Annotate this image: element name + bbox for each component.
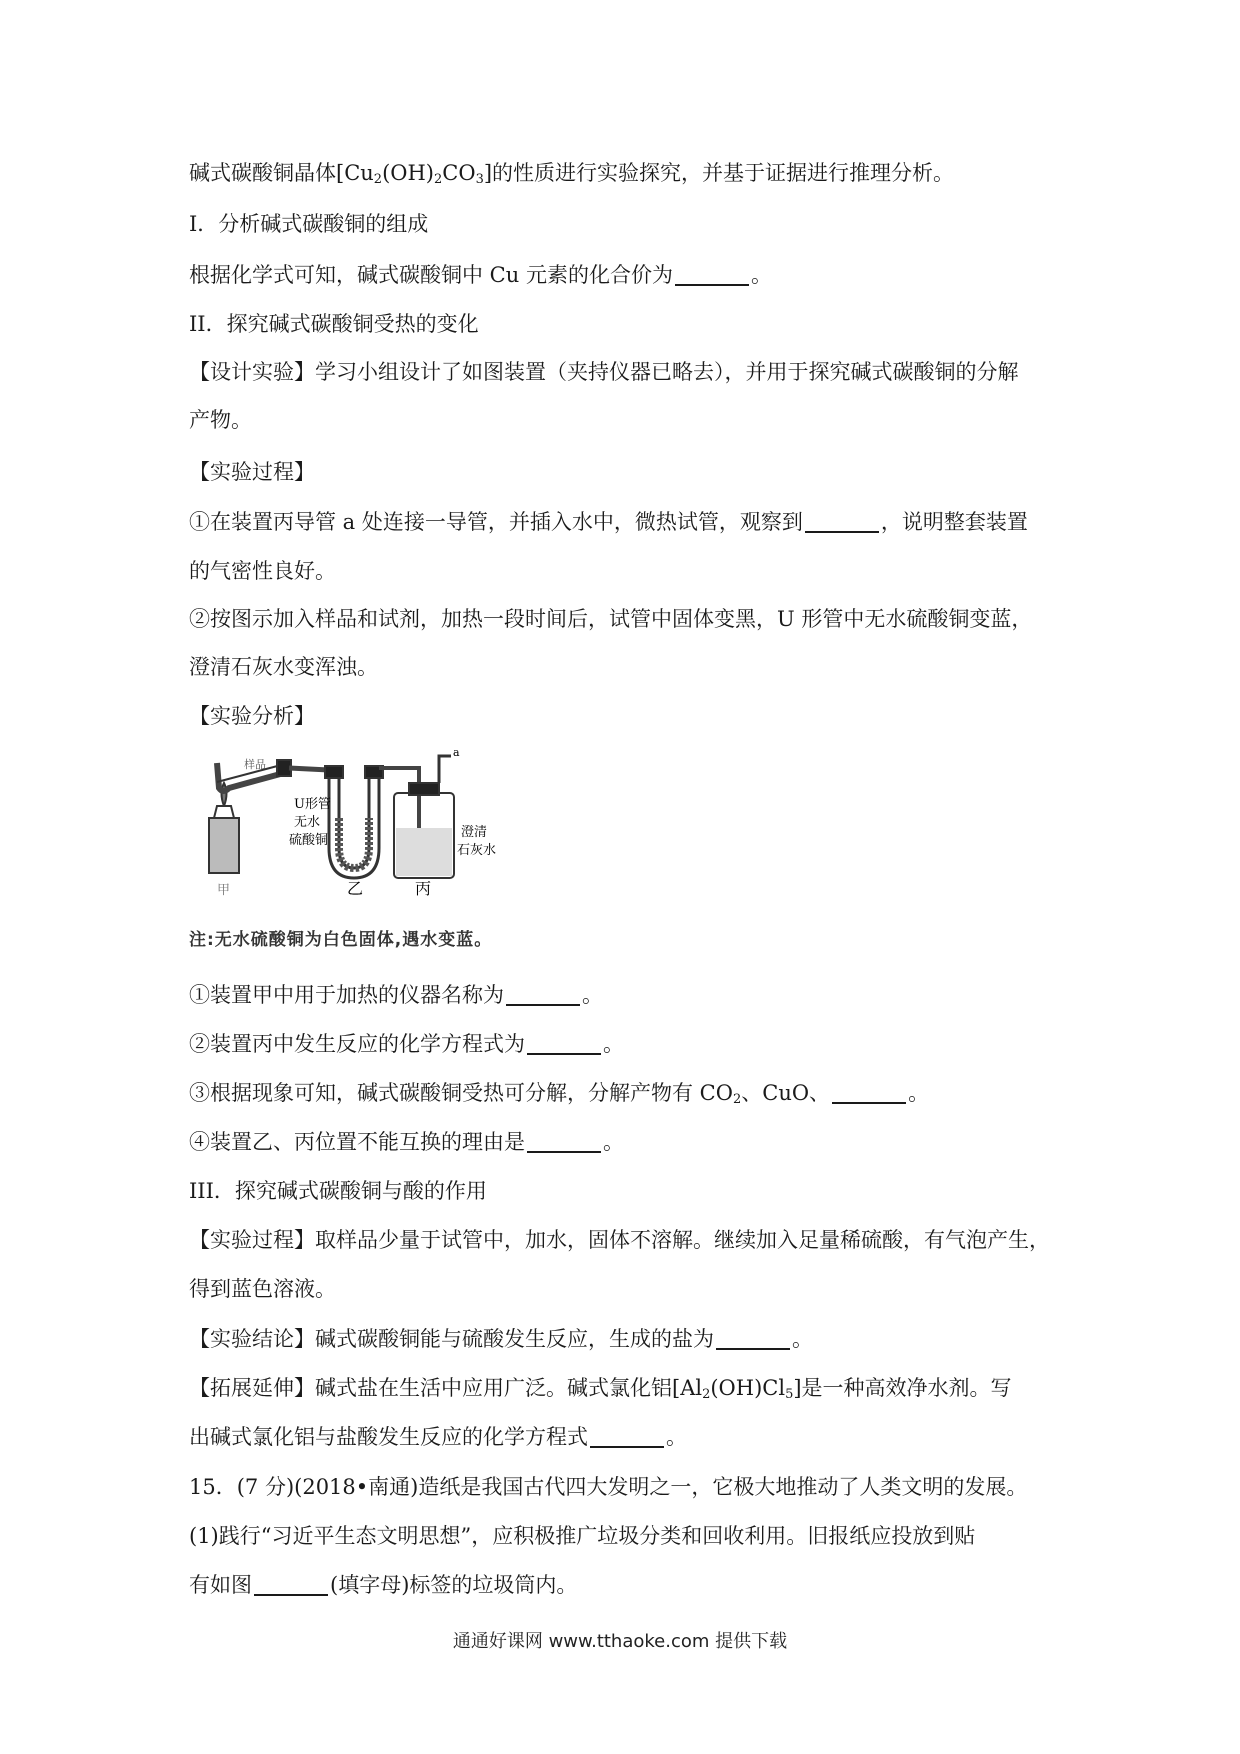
text-run: 。: [792, 1327, 813, 1351]
text-line: 【实验过程】: [189, 460, 315, 484]
burner-neck: [214, 806, 234, 818]
subscript: 2: [732, 1092, 742, 1107]
question-line: [189, 1570, 577, 1600]
text-line: 【设计实验】学习小组设计了如图装置（夹持仪器已略去），并用于探究碱式碳酸铜的分解: [189, 360, 1019, 384]
flame-icon: [222, 783, 227, 806]
question-line: [189, 1078, 929, 1115]
subscript: 3: [475, 172, 484, 187]
section-heading: II．探究碱式碳酸铜受热的变化: [189, 312, 479, 336]
subscript: 2: [702, 1387, 711, 1402]
answer-blank: [716, 1328, 790, 1350]
answer-blank: [527, 1131, 601, 1153]
question-line: [189, 1422, 687, 1452]
text-run: (OH)Cl: [710, 1376, 786, 1400]
text-line: ②按图示加入样品和试剂，加热一段时间后，试管中固体变黑，U 形管中无水硫酸铜变蓝，: [189, 607, 1033, 631]
label-limewater: 石灰水: [457, 843, 497, 858]
label-copper-sulfate: 硫酸铜: [289, 833, 329, 848]
answer-blank: [832, 1082, 906, 1104]
section-heading: III．探究碱式碳酸铜与酸的作用: [189, 1179, 487, 1203]
text-line: 产物。: [189, 408, 252, 432]
answer-blank: [675, 264, 749, 286]
text-run: ]的性质进行实验探究，并基于证据进行推理分析。: [483, 161, 955, 185]
question-line: [189, 507, 1028, 537]
text-run: 【实验结论】碱式碳酸铜能与硫酸发生反应，生成的盐为: [189, 1327, 714, 1351]
text-line: 得到蓝色溶液。: [189, 1277, 336, 1301]
question-line: [189, 1127, 624, 1157]
label-jia: 甲: [217, 883, 231, 898]
label-bing: 丙: [415, 879, 432, 898]
text-run: 【拓展延伸】碱式盐在生活中应用广泛。碱式氯化铝[Al: [189, 1376, 703, 1400]
label-u-tube: U形管: [294, 797, 331, 812]
text-line: 【实验过程】取样品少量于试管中，加水，固体不溶解。继续加入足量稀硫酸，有气泡产生，: [189, 1228, 1050, 1252]
text-line: 的气密性良好。: [189, 559, 336, 583]
figure-note: 注:无水硫酸铜为白色固体,遇水变蓝。: [189, 930, 493, 950]
label-clear: 澄清: [461, 825, 488, 840]
answer-blank: [805, 511, 879, 533]
text-run: ]是一种高效净水剂。写: [793, 1376, 1012, 1400]
text-line: (1)践行“习近平生态文明思想”，应积极推广垃圾分类和回收利用。旧报纸应投放到贴: [189, 1524, 976, 1548]
label-a: a: [453, 748, 460, 759]
text-run: 。: [603, 1032, 624, 1056]
text-run: ，说明整套装置: [880, 510, 1028, 534]
stopper: [277, 760, 291, 776]
subscript: 5: [785, 1387, 794, 1402]
label-yi: 乙: [347, 879, 364, 898]
text-run: ①装置甲中用于加热的仪器名称为: [189, 983, 504, 1007]
answer-blank: [527, 1033, 601, 1055]
label-sample: 样品: [244, 758, 266, 771]
answer-blank: [590, 1426, 664, 1448]
text-run: CO: [442, 161, 476, 185]
question-heading: 15．(7 分)(2018•南通)造纸是我国古代四大发明之一，它极大地推动了人类文明的发展。: [189, 1475, 1028, 1499]
text-run: ①在装置丙导管 a 处连接一导管，并插入水中，微热试管，观察到: [189, 510, 803, 534]
text-run: 。: [582, 983, 603, 1007]
text-line: 澄清石灰水变浑浊。: [189, 655, 378, 679]
text-run: 、CuO、: [741, 1081, 831, 1105]
burner-body: [209, 818, 239, 873]
text-run: 有如图: [189, 1573, 252, 1597]
text-run: (填字母)标签的垃圾筒内。: [330, 1573, 578, 1597]
subscript: 2: [434, 172, 443, 187]
text-run: 。: [603, 1130, 624, 1154]
text-run: ②装置丙中发生反应的化学方程式为: [189, 1032, 525, 1056]
text-run: (OH): [382, 161, 434, 185]
text-run: 。: [750, 263, 772, 287]
text-line: 【实验分析】: [189, 704, 315, 728]
text-run: ③根据现象可知，碱式碳酸铜受热可分解，分解产物有 CO: [189, 1081, 733, 1105]
text-line: [189, 1373, 1012, 1410]
subscript: 2: [373, 172, 383, 187]
text-run: ④装置乙、丙位置不能互换的理由是: [189, 1130, 525, 1154]
text-run: 根据化学式可知，碱式碳酸铜中 Cu 元素的化合价为: [189, 263, 673, 287]
text-run: 。: [666, 1425, 687, 1449]
question-line: [189, 1029, 624, 1059]
page-footer: 通通好课网 www.tthaoke.com 提供下载: [452, 1631, 788, 1652]
question-line: [189, 260, 772, 290]
text-run: 碱式碳酸铜晶体[Cu: [189, 161, 374, 185]
answer-blank: [254, 1574, 328, 1596]
answer-blank: [506, 984, 580, 1006]
text-run: 出碱式氯化铝与盐酸发生反应的化学方程式: [189, 1425, 588, 1449]
text-run: 。: [908, 1081, 930, 1105]
question-line: [189, 1324, 813, 1354]
label-anhydrous: 无水: [294, 815, 321, 830]
section-heading: I．分析碱式碳酸铜的组成: [189, 212, 429, 236]
question-line: [189, 980, 603, 1010]
text-line: [189, 158, 954, 195]
apparatus-diagram: [189, 748, 549, 898]
